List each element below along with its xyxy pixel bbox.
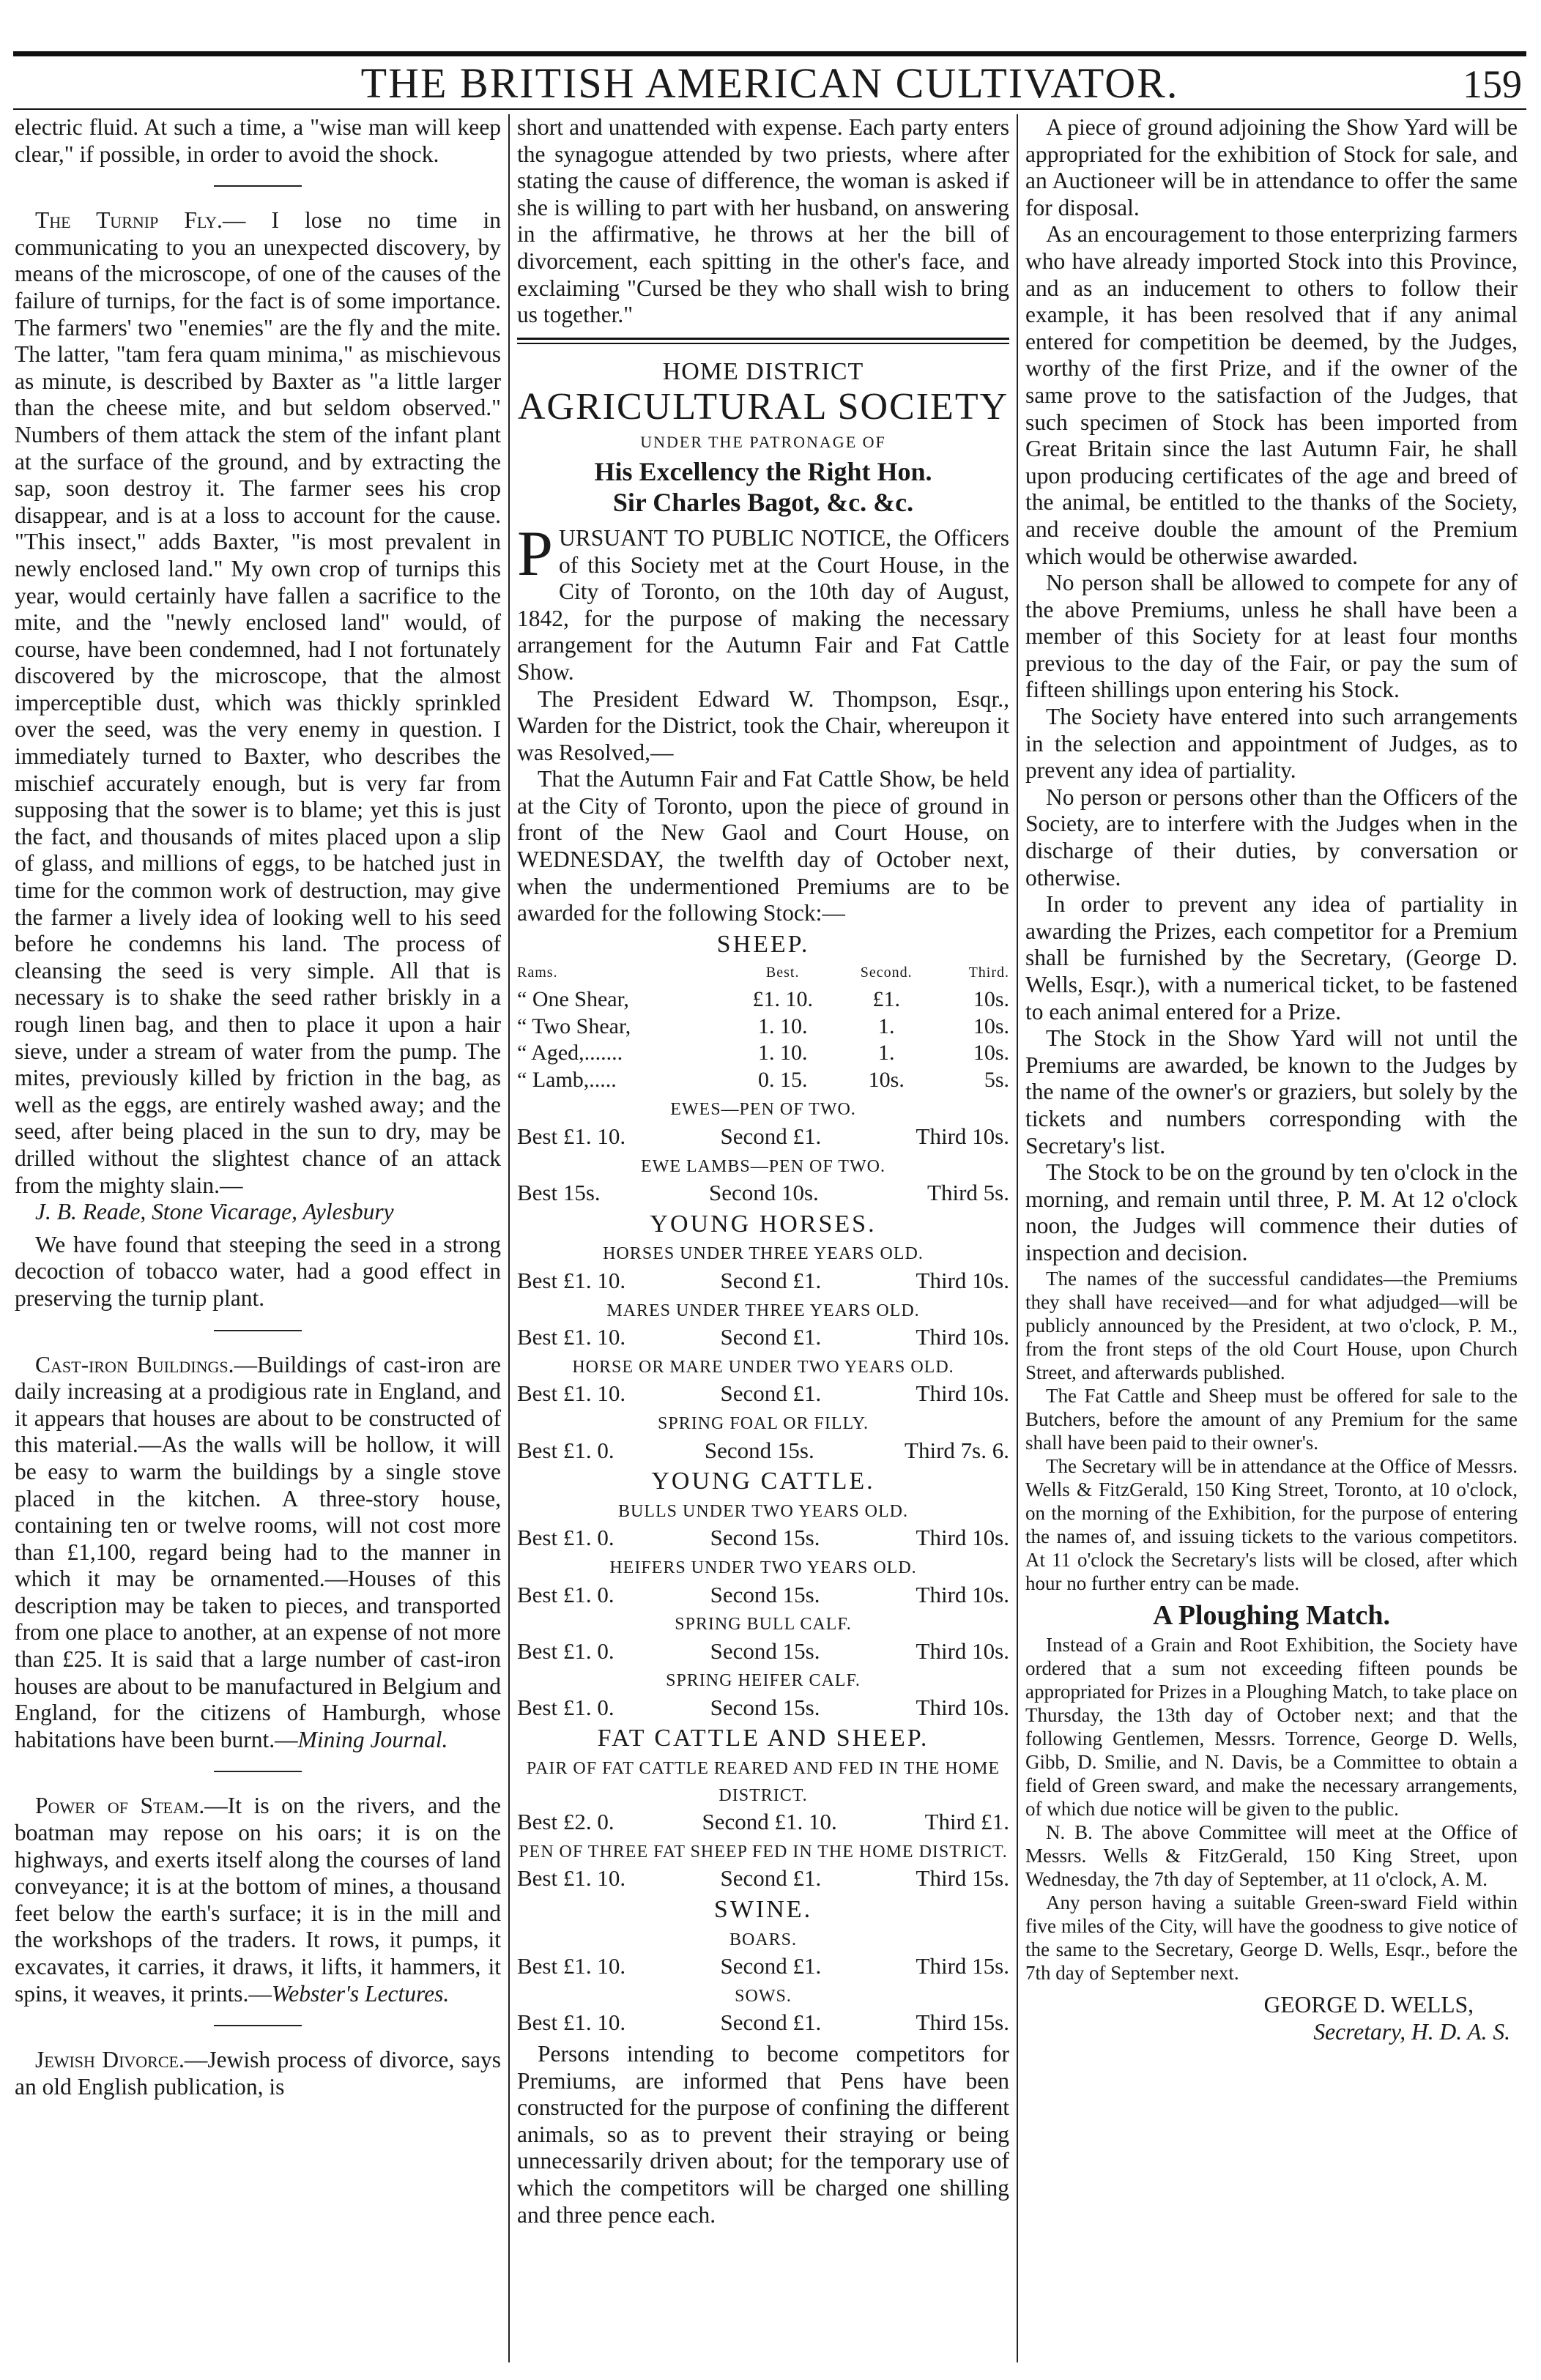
article-title: The Turnip Fly.	[35, 207, 223, 234]
article-jewish-divorce	[15, 2047, 501, 2100]
prize-row: Best £1. 0. Second 15s. Third 10s.	[517, 1581, 1009, 1607]
prize-row: Best £1. 10. Second £1. Third 15s.	[517, 1865, 1009, 1892]
notice-paragraph: In order to prevent any idea of partiality in awarding the Prizes, each competitor for a Premium shall be furnished by the Secretary, (George D. Wells, Esqr.), with a numerical ticket, to be fastened to each animal entered for a Prize.	[1025, 891, 1518, 1024]
section-heading-swine: SWINE.	[713, 1896, 813, 1924]
prize-row: Best £1. 0. Second 15s. Third 10s.	[517, 1637, 1009, 1664]
prize-row: Best 15s. Second 10s. Third 5s.	[517, 1180, 1009, 1206]
table-label: Rams.	[517, 964, 558, 981]
subsection-heading: BULLS UNDER TWO YEARS OLD.	[618, 1501, 908, 1521]
subsection-heading: EWES—PEN OF TWO.	[670, 1100, 856, 1120]
column-header: Second.	[860, 964, 913, 981]
notice-paragraph: The Society have entered into such arrangements in the selection and appointment of Judges, as to prevent any idea of partiality.	[1025, 704, 1518, 784]
header-rule	[13, 108, 1526, 110]
article-title: Power of Steam.	[35, 1793, 205, 1819]
prize-row: Best £1. 10. Second £1. Third 10s.	[517, 1324, 1009, 1350]
article-power-of-steam	[15, 1793, 501, 2007]
article-body: — I lose no time in communicating to you an unexpected discovery, by means of the microscope, of one of the causes of the failure of turnips, for the fact is of some importance. The farmers' two "enemies" are the fly and the mite. The latter, "tam fera quam minima," as mischievous as minute, is described by Baxter as "a little larger than the cheese mite, and but seldom observed." Numbers of them attack the stem of the infant plant at the surface of the ground, and by extracting the sap, soon destroy it. The farmer sees his crop disappear, and is at a loss to account for the cause. "This insect," adds Baxter, "is most prevalent in newly enclosed land." My own crop of turnips this year, would certainly have fallen a sacrifice to the mite, and the "newly enclosed land" would, of course, have been condemned, had I not fortunately discovered by the microscope, that the almost imperceptible dust, which was thickly sprinkled over the seed, was the very enemy in question. I immediately turned to Baxter, who describes the mischief accurately enough, but is very far from supposing that the sower is to blame; yet this is just the fact, and thousands of mites placed upon a slip of glass, and millions of eggs, to be hatched just in time for the common work of destruction, may give the farmer a lively idea of looking well to his seed before he condemns his land. The process of cleansing the seed is very simple. All that is necessary is to shake the seed rather briskly in a rough linen bag, and then to place it upon a hair sieve, under a stream of water from the pump. The mites, previously killed by friction in the bag, as well as the eggs, are entirely washed away; and the seed, after being placed in the sun to dry, may be drilled without the slightest chance of an attack from the mighty slain.—	[15, 207, 501, 1198]
article-title: Cast-iron Buildings.	[35, 1351, 234, 1377]
prize-row: Best £1. 10. Second £1. Third 15s.	[517, 2009, 1009, 2036]
table-row: “ One Shear, £1. 10. £1. 10s.	[517, 987, 1009, 1012]
notice-paragraph: No person shall be allowed to compete for any of the above Premiums, unless he shall have been a member of this Society for at least four months previous to the day of the Fair, or pay the sum of fifteen shillings upon entering his Stock.	[1025, 570, 1518, 703]
prize-row: Best £1. 10. Second £1. Third 10s.	[517, 1123, 1009, 1149]
prize-row: Best £1. 10. Second £1. Third 15s.	[517, 1953, 1009, 1979]
signature-name: GEORGE D. WELLS,	[1263, 1992, 1474, 2018]
article-turnip-fly	[15, 207, 501, 1199]
subsection-heading: PAIR OF FAT CATTLE REARED AND FED IN THE HOME DISTRICT.	[526, 1759, 1000, 1805]
notice-paragraph: That the Autumn Fair and Fat Cattle Show, be held at the City of Toronto, upon the piece of ground in front of the New Gaol and Court House, on WEDNESDAY, the twelfth day of October next, when the undermentioned Premiums are to be awarded for the following Stock:—	[517, 766, 1009, 926]
top-rule	[13, 51, 1526, 56]
article-body: —It is on the rivers, and the boatman may repose on his oars; it is on the highways, and exerts itself along the courses of land conveyance; it is at the bottom of mines, a thousand feet below the earth's surface; it is in the mill and the workshops of the traders. It rows, it pumps, it excavates, it carries, it draws, it lifts, it hammers, it spins, it weaves, it prints.—	[15, 1793, 501, 2007]
prize-row: Best £1. 10. Second £1. Third 10s.	[517, 1380, 1009, 1407]
article-body: —Buildings of cast-iron are daily increasing at a prodigious rate in England, and it appears that houses are about to be constructed of this material.—As the walls will be hollow, it will be easy to warm the buildings by a single stove placed in the kitchen. A three-story house, containing ten or twelve rooms, will not cost more than £1,100, regard being had to the manner in which it may be ornamented.—Houses of this description may be taken to pieces, and transported from one place to another, at an expense of not more than £25. It is said that a large number of cast-iron houses are about to be manufactured in Belgium and England, for the citizens of Hamburgh, whose habitations have been burnt.—	[15, 1351, 501, 1752]
subsection-heading: HORSES UNDER THREE YEARS OLD.	[603, 1244, 924, 1264]
newspaper-title: THE BRITISH AMERICAN CULTIVATOR.	[360, 59, 1179, 107]
article-cast-iron	[15, 1352, 501, 1754]
subsection-heading: SPRING HEIFER CALF.	[666, 1671, 861, 1691]
section-heading-young-horses: YOUNG HORSES.	[650, 1210, 877, 1238]
notice-paragraph: A piece of ground adjoining the Show Yard will be appropriated for the exhibition of Stock for sale, and an Auctioneer will be in attendance to offer the same for disposal.	[1025, 114, 1518, 220]
subsection-heading: BOARS.	[729, 1930, 798, 1949]
column-middle	[517, 114, 1009, 2362]
notice-paragraph: The Fat Cattle and Sheep must be offered for sale to the Butchers, before the amount of any Premium for the same shall have been paid to their owner's.	[1025, 1384, 1518, 1454]
subsection-heading: PEN OF THREE FAT SHEEP FED IN THE HOME DISTRICT.	[519, 1842, 1008, 1862]
prize-row: Best £1. 0. Second 15s. Third 7s. 6.	[517, 1437, 1009, 1463]
subsection-heading: MARES UNDER THREE YEARS OLD.	[606, 1301, 920, 1320]
prize-row: Best £2. 0. Second £1. 10. Third £1.	[517, 1809, 1009, 1835]
prize-row: Best £1. 0. Second 15s. Third 10s.	[517, 1525, 1009, 1551]
patron-name-2: Sir Charles Bagot, &c. &c.	[612, 487, 914, 517]
article-source: Mining Journal.	[297, 1726, 448, 1752]
column-divider	[1017, 114, 1018, 2362]
article-source: Webster's Lectures.	[271, 1980, 450, 2007]
table-row: “ Two Shear, 1. 10. 1. 10s.	[517, 1014, 1009, 1038]
notice-paragraph: PURSUANT TO PUBLIC NOTICE, the Officers of this Society met at the Court House, in the City of Toronto, on the 10th day of August, 1842, for the purpose of making the necessary arrangement for the Autumn Fair and Fat Cattle Show.	[517, 518, 1009, 685]
column-header: Third.	[968, 964, 1009, 981]
article-separator	[214, 1330, 302, 1331]
article-separator	[214, 185, 302, 187]
column-header: Best.	[765, 964, 800, 981]
notice-paragraph: The Stock in the Show Yard will not until the Premiums are awarded, be known to the Judges by the name of the owner's or graziers, but solely by the tickets and numbers corresponding with the Secretary's list.	[1025, 1025, 1518, 1159]
drop-cap: P	[517, 518, 553, 590]
subsection-heading: SPRING BULL CALF.	[675, 1615, 852, 1635]
double-rule	[517, 338, 1009, 344]
notice-paragraph: As an encouragement to those enterprizing farmers who have already imported Stock into this Province, and as an inducement to others to follow their example, it has been resolved that if any animal entered for competition be deemed, by the Judges, worthy of the first Prize, and if the owner of the same prove to the satisfaction of the Judges, that such specimen of Stock has been imported from Great Britain since the last Autumn Fair, he shall upon producing certificates of the age and breed of the animal, be entitled to the thanks of the Society, and receive double the amount of the Premium which would be otherwise awarded.	[1025, 221, 1518, 569]
notice-paragraph: N. B. The above Committee will meet at the Office of Messrs. Wells & FitzGerald, 150 King Street, upon Wednesday, the 7th day of September, at 11 o'clock, A. M.	[1025, 1821, 1518, 1891]
column-left	[15, 114, 501, 2362]
article-body: —Jewish process of divorce, says an old English publication, is	[15, 2047, 501, 2100]
table-row: “ Lamb,..... 0. 15. 10s. 5s.	[517, 1067, 1009, 1092]
page-number: 159	[1463, 62, 1522, 106]
subsection-heading: EWE LAMBS—PEN OF TWO.	[641, 1156, 885, 1176]
rams-premium-table	[517, 959, 1009, 1093]
notice-paragraph: The names of the successful candidates—the Premiums they shall have received—and for what adjudged—will be publicly announced by the President, at two o'clock, P. M., from the front steps of the old Court House, upon Church Street, and afterwards published.	[1025, 1267, 1518, 1383]
subsection-heading: SPRING FOAL OR FILLY.	[658, 1413, 869, 1433]
notice-paragraph: The Secretary will be in attendance at the Office of Messrs. Wells & FitzGerald, 150 King Street, Toronto, at 10 o'clock, on the morning of the Exhibition, for the purpose of entering the names of, and issuing tickets to the various competitors. At 11 o'clock the Secretary's lists will be closed, after which hour no further entry can be made.	[1025, 1454, 1518, 1594]
notice-paragraph: The President Edward W. Thompson, Esqr., Warden for the District, took the Chair, whereupon it was Resolved,—	[517, 685, 1009, 765]
patron-name: His Excellency the Right Hon.	[594, 456, 932, 486]
editor-note: We have found that steeping the seed in a strong decoction of tobacco water, had a good effect in preserving the turnip plant.	[15, 1231, 501, 1311]
subsection-heading: HORSE OR MARE UNDER TWO YEARS OLD.	[572, 1357, 954, 1377]
prize-row: Best £1. 10. Second £1. Third 10s.	[517, 1267, 1009, 1293]
continued-paragraph: short and unattended with expense. Each party enters the synagogue attended by two priests, where after stating the cause of difference, the woman is asked if she is willing to part with her husband, on answering in the affirmative, he throws at her the bill of divorcement, each spitting in the other's face, and exclaiming "Cursed be they who shall wish to bring us together."	[517, 114, 1009, 328]
patronage-line: UNDER THE PATRONAGE OF	[640, 433, 886, 452]
prize-row: Best £1. 0. Second 15s. Third 10s.	[517, 1694, 1009, 1720]
table-row: “ Aged,....... 1. 10. 1. 10s.	[517, 1041, 1009, 1066]
notice-paragraph: Instead of a Grain and Root Exhibition, the Society have ordered that a sum not exceeding fifteen pounds be appropriated for Prizes in a Ploughing Match, to take place on Thursday, the 13th day of October next; and that the following Gentlemen, Messrs. Torrence, George D. Wells, Gibb, D. Smilie, and N. Davis, be a Committee to obtain a field of Green sward, and make the necessary arrangements, of which due notice will be given to the public.	[1025, 1634, 1518, 1821]
subsection-heading: HEIFERS UNDER TWO YEARS OLD.	[609, 1558, 917, 1577]
section-heading-young-cattle: YOUNG CATTLE.	[651, 1468, 875, 1495]
section-heading-sheep: SHEEP.	[716, 930, 810, 958]
ploughing-match-heading: A Ploughing Match.	[1152, 1599, 1391, 1631]
notice-paragraph: Persons intending to become competitors for Premiums, are informed that Pens have been constructed for the purpose of confining the different animals, so as to prevent their straying or being unnecessarily driven about; for the temporary use of which the competitors will be charged one shilling and three pence each.	[517, 2041, 1009, 2228]
article-separator	[214, 2025, 302, 2026]
subsection-heading: SOWS.	[735, 1986, 792, 2006]
masthead	[13, 59, 1526, 105]
continued-paragraph: electric fluid. At such a time, a "wise man will keep clear," if possible, in order to avoid the shock.	[15, 114, 501, 167]
district-heading: HOME DISTRICT	[662, 357, 864, 385]
notice-paragraph: No person or persons other than the Officers of the Society, are to interfere with the Judges when in the discharge of their duties, by conversation or otherwise.	[1025, 784, 1518, 890]
signature-title: Secretary, H. D. A. S.	[1313, 2018, 1510, 2045]
column-divider	[508, 114, 510, 2362]
article-title: Jewish Divorce.	[35, 2047, 185, 2073]
section-heading-fat-cattle: FAT CATTLE AND SHEEP.	[597, 1725, 929, 1752]
article-signature: J. B. Reade, Stone Vicarage, Aylesbury	[35, 1199, 394, 1225]
article-separator	[214, 1771, 302, 1772]
notice-paragraph: Any person having a suitable Green-sward Field within five miles of the City, will have the goodness to give notice of the same to the Secretary, George D. Wells, Esqr., before the 7th day of September next.	[1025, 1892, 1518, 1985]
notice-paragraph: The Stock to be on the ground by ten o'clock in the morning, and remain until three, P. M. At 12 o'clock noon, the Judges will commence their duties of inspection and decision.	[1025, 1159, 1518, 1265]
society-heading: AGRICULTURAL SOCIETY	[517, 386, 1009, 428]
column-right	[1025, 114, 1518, 2362]
